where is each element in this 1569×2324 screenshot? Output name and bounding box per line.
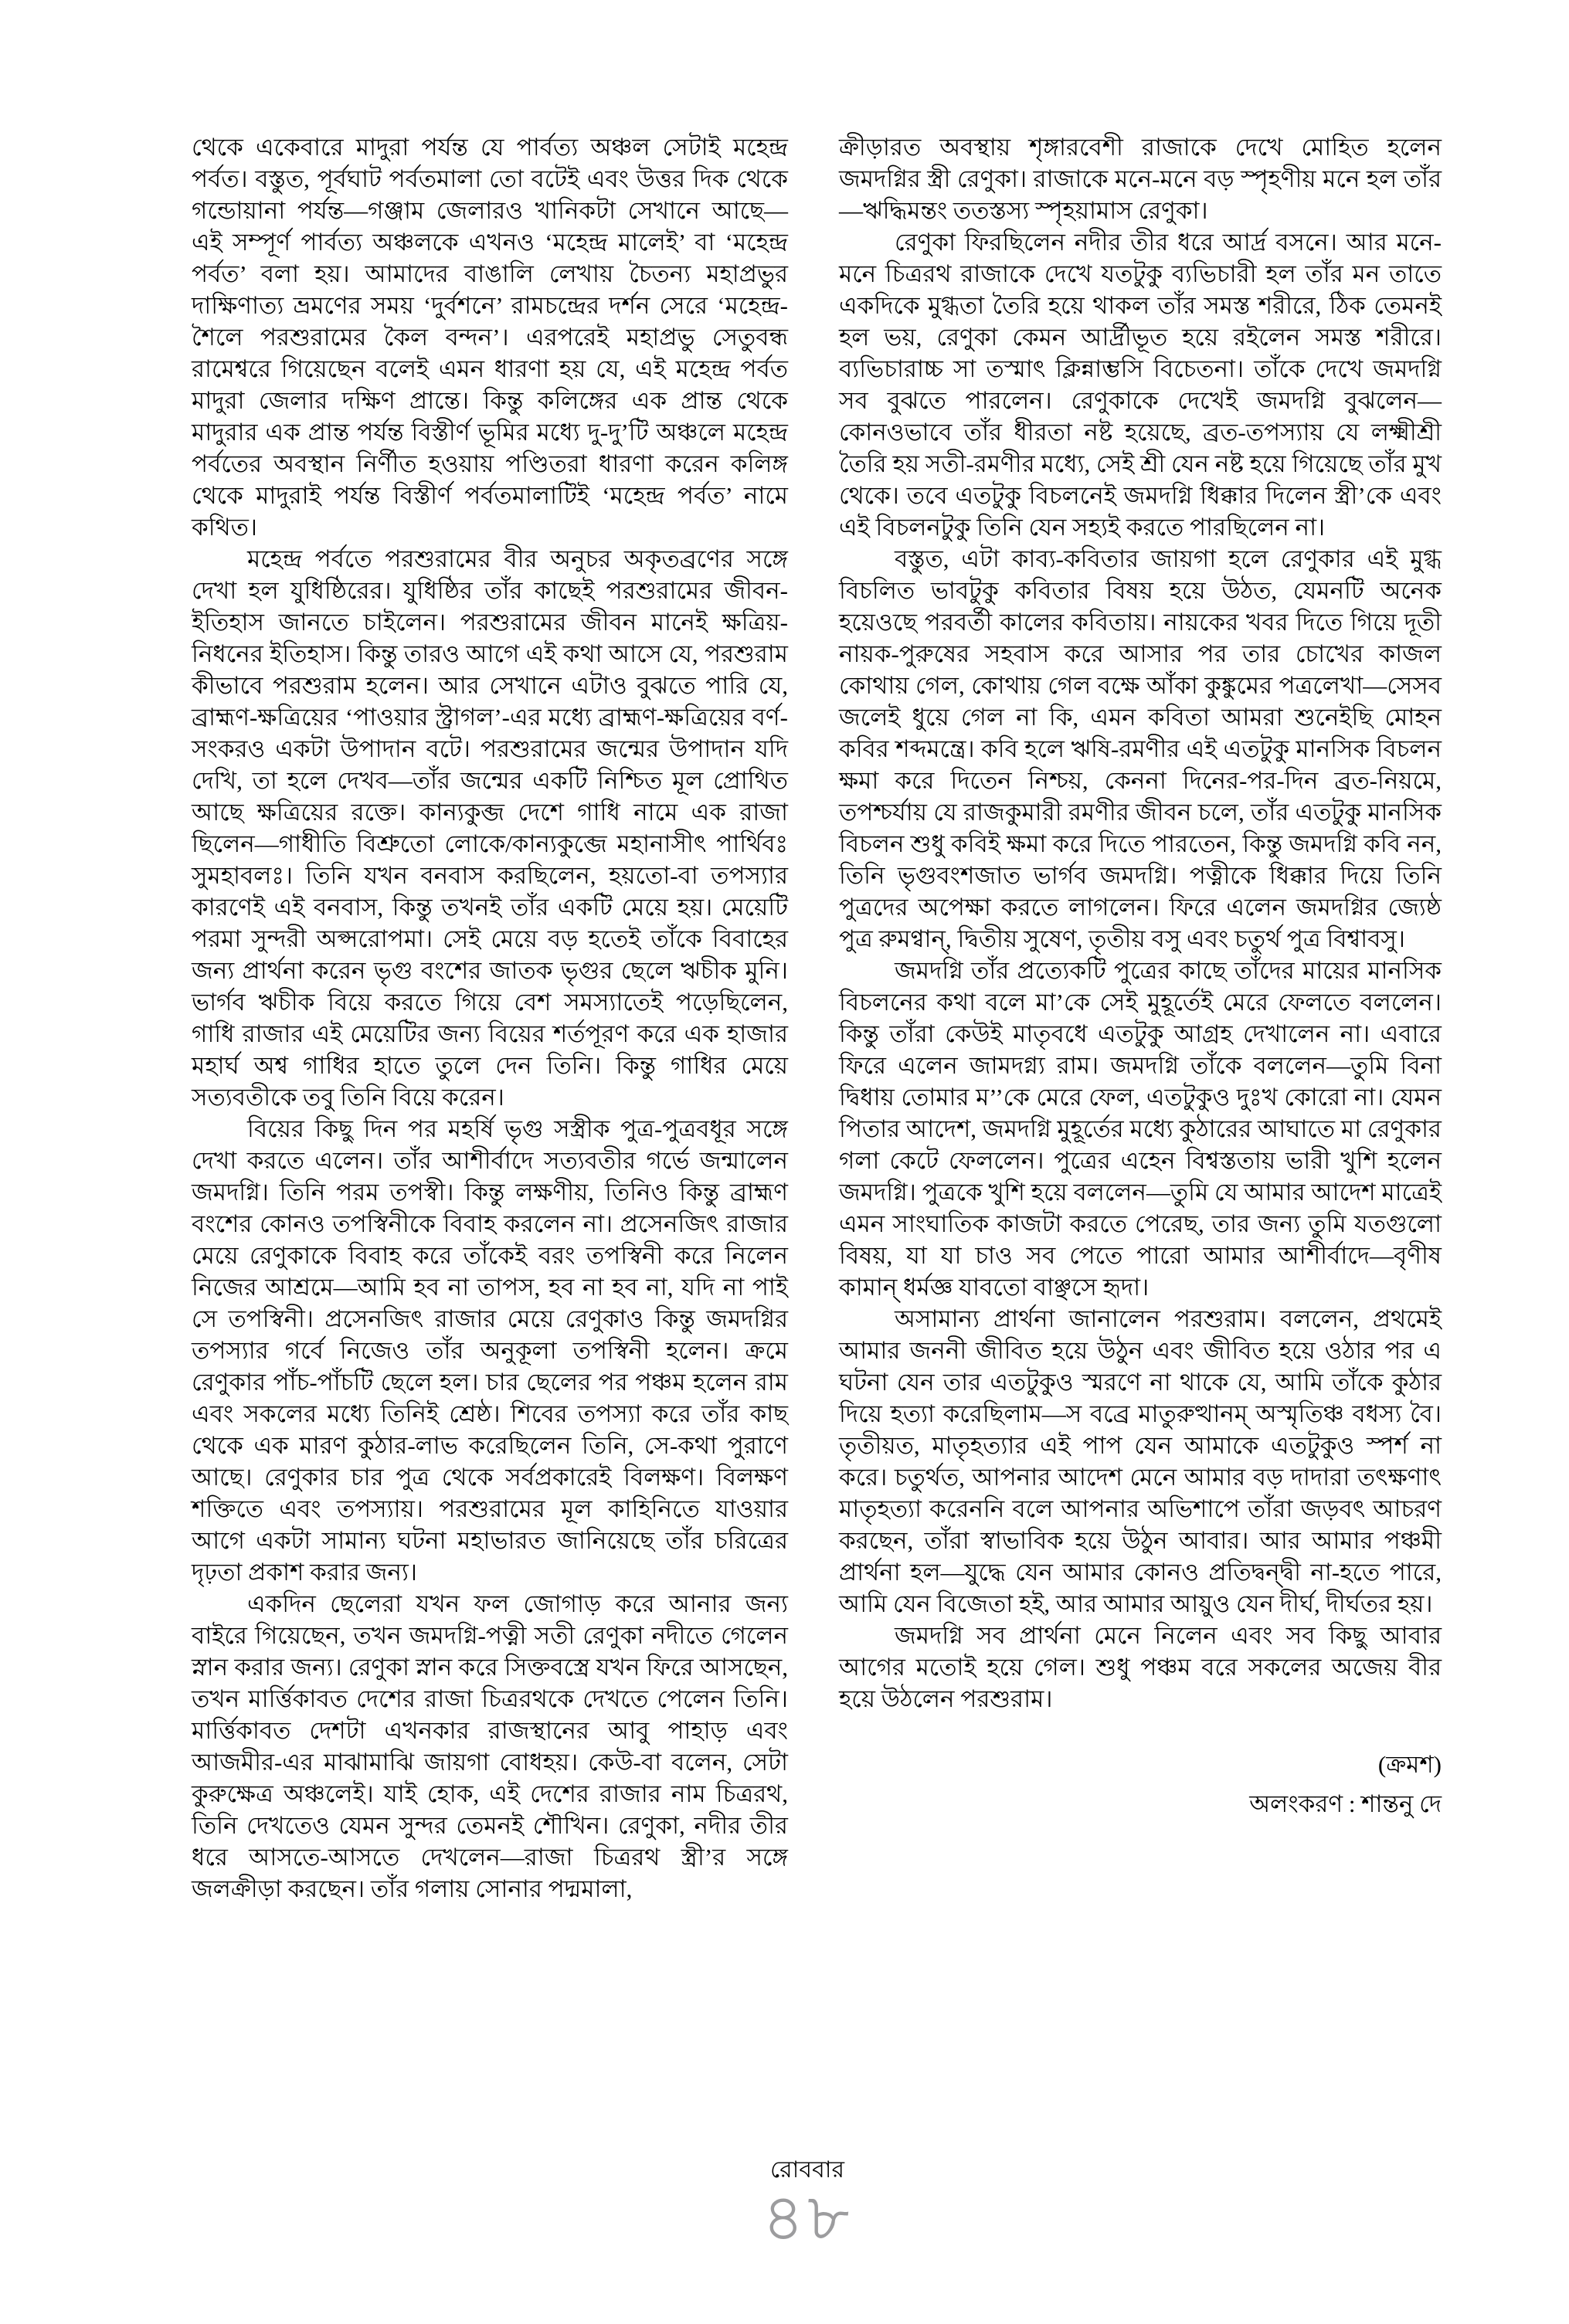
article-paragraph: রেণুকা ফিরছিলেন নদীর তীর ধরে আর্দ্র বসনে। আর মনে-মনে চিত্ররথ রাজাকে দেখে যতটুকু ব্যভিচারী হল তাঁর মন তাতে একদিকে মুগ্ধতা তৈরি হয়ে থাকল তাঁর সমস্ত শরীরে, ঠিক তেমনই হল ভয়, রেণুকা কেমন আর্দ্রীভূত হয়ে রইলেন সমস্ত শরীরে। ব্যভিচারাচ্চ সা তস্মাৎ ক্লিন্নাম্ভসি বিচেতনা। তাঁকে দেখে জমদগ্নি সব বুঝতে পারলেন। রেণুকাকে দেখেই জমদগ্নি বুঝলেন—কোনওভাবে তাঁর ধীরতা নষ্ট হয়েছে, ব্রত-তপস্যায় যে লক্ষ্মীশ্রী তৈরি হয় সতী-রমণীর মধ্যে, সেই শ্রী যেন নষ্ট হয়ে গিয়েছে তাঁর মুখ থেকে। তবে এতটুকু বিচলনেই জমদগ্নি ধিক্কার দিলেন স্ত্রী’কে এবং এই বিচলনটুকু তিনি যেন সহ্যই করতে পারছিলেন না।: [839, 229, 1442, 541]
article-paragraph: জমদগ্নি তাঁর প্রত্যেকটি পুত্রের কাছে তাঁদের মায়ের মানসিক বিচলনের কথা বলে মা’কে সেই মুহূর্তেই মেরে ফেলতে বললেন। কিন্তু তাঁরা কেউই মাতৃবধে এতটুকু আগ্রহ দেখালেন না। এবারে ফিরে এলেন জামদগ্ন্য রাম। জমদগ্নি তাঁকে বললেন—তুমি বিনা দ্বিধায় তোমার ম’’কে মেরে ফেল, এতটুকুও দুঃখ কোরো না। যেমন পিতার আদেশ, জমদগ্নি মুহূর্তের মধ্যে কুঠারের আঘাতে মা রেণুকার গলা কেটে ফেললেন। পুত্রের এহেন বিশ্বস্ততায় ভারী খুশি হলেন জমদগ্নি। পুত্রকে খুশি হয়ে বললেন—তুমি যে আমার আদেশ মাত্রেই এমন সাংঘাতিক কাজটা করতে পেরেছ, তার জন্য তুমি যতগুলো বিষয়, যা যা চাও সব পেতে পারো আমার আশীর্বাদে—বৃণীষ কামান্ ধর্মজ্ঞ যাবতো বাঞ্ছসে হৃদা।: [839, 957, 1442, 1301]
magazine-name: রোববার: [770, 2157, 844, 2183]
article-paragraph: বস্তুত, এটা কাব্য-কবিতার জায়গা হলে রেণুকার এই মুগ্ধ বিচলিত ভাবটুকু কবিতার বিষয় হয়ে উঠত, যেমনটি অনেক হয়েওছে পরবর্তী কালের কবিতায়। নায়কের খবর দিতে গিয়ে দূতী নায়ক-পুরুষের সহবাস করে আসার পর তার চোখের কাজল কোথায় গেল, কোথায় গেল বক্ষে আঁকা কুঙ্কুমের পত্রলেখা—সেসব জলেই ধুয়ে গেল না কি, এমন কবিতা আমরা শুনেইছি মোহন কবির শব্দমন্ত্রে। কবি হলে ঋষি-রমণীর এই এতটুকু মানসিক বিচলন ক্ষমা করে দিতেন নিশ্চয়, কেননা দিনের-পর-দিন ব্রত-নিয়মে, তপশ্চর্যায় যে রাজকুমারী রমণীর জীবন চলে, তাঁর এতটুকু মানসিক বিচলন শুধু কবিই ক্ষমা করে দিতে পারতেন, কিন্তু জমদগ্নি কবি নন, তিনি ভৃগুবংশজাত ভার্গব জমদগ্নি। পত্নীকে ধিক্কার দিয়ে তিনি পুত্রদের অপেক্ষা করতে লাগলেন। ফিরে এলেন জমদগ্নির জ্যেষ্ঠ পুত্র রুমণ্বান্, দ্বিতীয় সুষেণ, তৃতীয় বসু এবং চতুর্থ পুত্র বিশ্বাবসু।: [839, 545, 1442, 952]
illustration-credit: অলংকরণ : শান্তনু দে: [1249, 1790, 1442, 1817]
article-paragraph: ক্রীড়ারত অবস্থায় শৃঙ্গারবেশী রাজাকে দেখে মোহিত হলেন জমদগ্নির স্ত্রী রেণুকা। রাজাকে মনে-মনে বড় স্পৃহণীয় মনে হল তাঁর—ঋদ্ধিমন্তং ততস্তস্য স্পৃহয়ামাস রেণুকা।: [839, 134, 1442, 224]
article-paragraph: থেকে একেবারে মাদুরা পর্যন্ত যে পার্বত্য অঞ্চল সেটাই মহেন্দ্র পর্বত। বস্তুত, পূর্বঘাট পর্বতমালা তো বটেই এবং উত্তর দিক থেকে গন্ডোয়ানা পর্যন্ত—গঞ্জাম জেলারও খানিকটা সেখানে আছে—এই সম্পূর্ণ পার্বত্য অঞ্চলকে এখনও ‘মহেন্দ্র মালেই’ বা ‘মহেন্দ্র পর্বত’ বলা হয়। আমাদের বাঙালি লেখায় চৈতন্য মহাপ্রভুর দাক্ষিণাত্য ভ্রমণের সময় ‘দুর্বশনে’ রামচন্দ্রের দর্শন সেরে ‘মহেন্দ্র-শৈলে পরশুরামের কৈল বন্দন’। এরপরেই মহাপ্রভু সেতুবন্ধ রামেশ্বরে গিয়েছেন বলেই এমন ধারণা হয় যে, এই মহেন্দ্র পর্বত মাদুরা জেলার দক্ষিণ প্রান্তে। কিন্তু কলিঙ্গের এক প্রান্ত থেকে মাদুরার এক প্রান্ত পর্যন্ত বিস্তীর্ণ ভূমির মধ্যে দু-দু’টি অঞ্চলে মহেন্দ্র পর্বতের অবস্থান নির্ণীত হওয়ায় পণ্ডিতরা ধারণা করেন কলিঙ্গ থেকে মাদুরাই পর্যন্ত বিস্তীর্ণ পর্বতমালাটিই ‘মহেন্দ্র পর্বত’ নামে কথিত।: [192, 134, 788, 541]
page-footer: [762, 2157, 852, 2253]
article-paragraph: একদিন ছেলেরা যখন ফল জোগাড় করে আনার জন্য বাইরে গিয়েছেন, তখন জমদগ্নি-পত্নী সতী রেণুকা নদীতে গেলেন স্নান করার জন্য। রেণুকা স্নান করে সিক্তবস্ত্রে যখন ফিরে আসছেন, তখন মার্ত্তিকাবত দেশের রাজা চিত্ররথকে দেখতে পেলেন তিনি। মার্ত্তিকাবত দেশটা এখনকার রাজস্থানের আবু পাহাড় এবং আজমীর-এর মাঝামাঝি জায়গা বোধহয়। কেউ-বা বলেন, সেটা কুরুক্ষেত্র অঞ্চলেই। যাই হোক, এই দেশের রাজার নাম চিত্ররথ, তিনি দেখতেও যেমন সুন্দর তেমনই শৌখিন। রেণুকা, নদীর তীর ধরে আসতে-আসতে দেখলেন—রাজা চিত্ররথ স্ত্রী’র সঙ্গে জলক্রীড়া করছেন। তাঁর গলায় সোনার পদ্মমালা,: [192, 1590, 788, 1902]
right-text-column: [839, 131, 1442, 1820]
left-text-column: [192, 131, 788, 1905]
page-number: ৪৮: [762, 2183, 853, 2254]
article-paragraph: অসামান্য প্রার্থনা জানালেন পরশুরাম। বললেন, প্রথমেই আমার জননী জীবিত হয়ে উঠুন এবং জীবিত হয়ে ওঠার পর এ ঘটনা যেন তার এতটুকুও স্মরণে না থাকে যে, আমি তাঁকে কুঠার দিয়ে হত্যা করেছিলাম—স বব্রে মাতুরুত্থানম্ অস্মৃতিঞ্চ বধস্য বৈ। তৃতীয়ত, মাতৃহত্যার এই পাপ যেন আমাকে এতটুকুও স্পর্শ না করে। চতুর্থত, আপনার আদেশ মেনে আমার বড় দাদারা তৎক্ষণাৎ মাতৃহত্যা করেননি বলে আপনার অভিশাপে তাঁরা জড়বৎ আচরণ করছেন, তাঁরা স্বাভাবিক হয়ে উঠুন আবার। আর আমার পঞ্চমী প্রার্থনা হল—যুদ্ধে যেন আমার কোনও প্রতিদ্বন্দ্বী না-হতে পারে, আমি যেন বিজেতা হই, আর আমার আয়ুও যেন দীর্ঘ, দীর্ঘতর হয়।: [839, 1305, 1442, 1617]
article-paragraph: জমদগ্নি সব প্রার্থনা মেনে নিলেন এবং সব কিছু আবার আগের মতোই হয়ে গেল। শুধু পঞ্চম বরে সকলের অজেয় বীর হয়ে উঠলেন পরশুরাম।: [839, 1622, 1442, 1712]
article-paragraph: মহেন্দ্র পর্বতে পরশুরামের বীর অনুচর অকৃতব্রণের সঙ্গে দেখা হল যুধিষ্ঠিরের। যুধিষ্ঠির তাঁর কাছেই পরশুরামের জীবন-ইতিহাস জানতে চাইলেন। পরশুরামের জীবন মানেই ক্ষত্রিয়-নিধনের ইতিহাস। কিন্তু তারও আগে এই কথা আসে যে, পরশুরাম কীভাবে পরশুরাম হলেন। আর সেখানে এটাও বুঝতে পারি যে, ব্রাহ্মণ-ক্ষত্রিয়ের ‘পাওয়ার স্ট্রাগল’-এর মধ্যে ব্রাহ্মণ-ক্ষত্রিয়ের বর্ণ-সংকরও একটা উপাদান বটে। পরশুরামের জন্মের উপাদান যদি দেখি, তা হলে দেখব—তাঁর জন্মের একটি নিশ্চিত মূল প্রোথিত আছে ক্ষত্রিয়ের রক্তে। কান্যকুব্জ দেশে গাধি নামে এক রাজা ছিলেন—গাধীতি বিশ্রুতো লোকে/কান্যকুব্জে মহানাসীৎ পার্থিবঃ সুমহাবলঃ। তিনি যখন বনবাস করছিলেন, হয়তো-বা তপস্যার কারণেই এই বনবাস, কিন্তু তখনই তাঁর একটি মেয়ে হয়। মেয়েটি পরমা সুন্দরী অপ্সরোপমা। সেই মেয়ে বড় হতেই তাঁকে বিবাহের জন্য প্রার্থনা করেন ভৃগু বংশের জাতক ভৃগুর ছেলে ঋচীক মুনি। ভার্গব ঋচীক বিয়ে করতে গিয়ে বেশ সমস্যাতেই পড়েছিলেন, গাধি রাজার এই মেয়েটির জন্য বিয়ের শর্তপূরণ করে এক হাজার মহার্ঘ অশ্ব গাধির হাতে তুলে দেন তিনি। কিন্তু গাধির মেয়ে সত্যবতীকে তবু তিনি বিয়ে করেন।: [192, 545, 788, 1111]
article-paragraph: বিয়ের কিছু দিন পর মহর্ষি ভৃগু সস্ত্রীক পুত্র-পুত্রবধূর সঙ্গে দেখা করতে এলেন। তাঁর আশীর্বাদে সত্যবতীর গর্ভে জন্মালেন জমদগ্নি। তিনি পরম তপস্বী। কিন্তু লক্ষণীয়, তিনিও কিন্তু ব্রাহ্মণ বংশের কোনও তপস্বিনীকে বিবাহ করলেন না। প্রসেনজিৎ রাজার মেয়ে রেণুকাকে বিবাহ করে তাঁকেই বরং তপস্বিনী করে নিলেন নিজের আশ্রমে—আমি হব না তাপস, হব না হব না, যদি না পাই সে তপস্বিনী। প্রসেনজিৎ রাজার মেয়ে রেণুকাও কিন্তু জমদগ্নির তপস্যার গর্বে নিজেও তাঁর অনুকূলা তপস্বিনী হলেন। ক্রমে রেণুকার পাঁচ-পাঁচটি ছেলে হল। চার ছেলের পর পঞ্চম হলেন রাম এবং সকলের মধ্যে তিনিই শ্রেষ্ঠ। শিবের তপস্যা করে তাঁর কাছ থেকে এক মারণ কুঠার-লাভ করেছিলেন তিনি, সে-কথা পুরাণে আছে। রেণুকার চার পুত্র থেকে সর্বপ্রকারেই বিলক্ষণ। বিলক্ষণ শক্তিতে এবং তপস্যায়। পরশুরামের মূল কাহিনিতে যাওয়ার আগে একটা সামান্য ঘটনা মহাভারত জানিয়েছে তাঁর চরিত্রের দৃঢ়তা প্রকাশ করার জন্য।: [192, 1115, 788, 1586]
serial-continuation-note: (ক্রমশ): [1377, 1751, 1442, 1778]
